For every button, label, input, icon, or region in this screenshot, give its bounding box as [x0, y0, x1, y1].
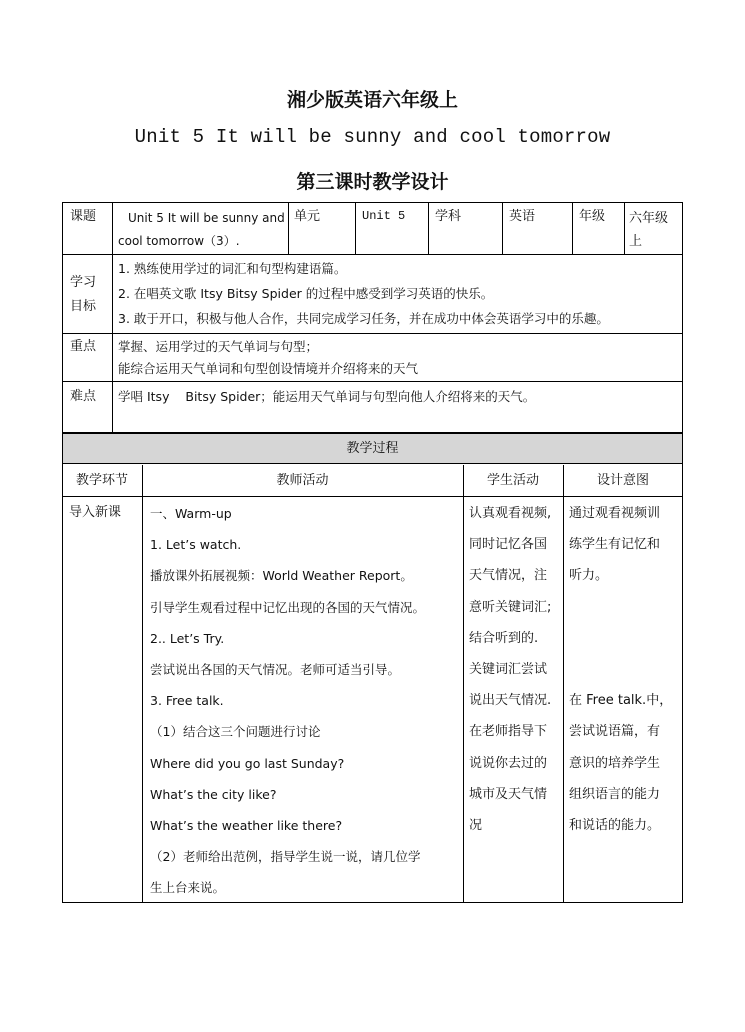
student-line: 况	[469, 818, 483, 834]
teacher-line: What’s the weather like there?	[150, 818, 343, 834]
objectives-list	[118, 256, 609, 331]
student-line: 意听关键词汇;	[469, 599, 552, 615]
intent-line: 练学生有记忆和	[569, 537, 661, 553]
column-divider	[563, 465, 564, 903]
teacher-line: 一、Warm-up	[150, 506, 232, 521]
process-section-header	[63, 434, 682, 464]
objective-item: 2. 在唱英文歌 Itsy Bitsy Spider 的过程中感受到学习英语的快乐。	[118, 286, 494, 301]
student-line: 天气情况，注	[469, 568, 548, 584]
column-divider	[142, 465, 143, 903]
student-line: 说说你去过的	[469, 755, 548, 771]
intent-line: 和说话的能力。	[569, 818, 661, 834]
difficulties-label: 难点	[70, 389, 97, 404]
teacher-line: （2）老师给出范例，指导学生说一说，请几位学	[150, 849, 421, 865]
objective-item: 1. 熟练使用学过的词汇和句型构建语篇。	[118, 261, 347, 276]
intent-line: 在 Free talk.中，	[569, 693, 673, 709]
student-line: 同时记忆各国	[469, 537, 548, 553]
col-header-student: 学生活动	[486, 473, 539, 488]
grade-label: 年级	[579, 209, 606, 224]
row-divider	[62, 333, 683, 334]
column-divider	[502, 202, 503, 254]
topic-label: 课题	[70, 209, 97, 224]
student-line: 城市及天气情	[469, 786, 548, 802]
column-divider	[112, 202, 113, 433]
row-divider	[62, 381, 683, 382]
objectives-label: 学习 目标	[70, 275, 97, 314]
topic-value	[118, 207, 286, 253]
teacher-line: 生上台来说。	[150, 880, 226, 896]
intent-line: 尝试说语篇，有	[569, 724, 661, 740]
column-divider	[572, 202, 573, 254]
column-divider	[428, 202, 429, 254]
teacher-line: Where did you go last Sunday?	[150, 755, 345, 771]
row-divider	[62, 254, 683, 255]
key-points-list	[118, 336, 418, 380]
student-line: 在老师指导下	[469, 724, 548, 740]
column-divider	[288, 202, 289, 254]
subject-label: 学科	[435, 209, 462, 224]
teacher-line: 1. Let’s watch.	[150, 537, 242, 553]
unit-label: 单元	[294, 209, 321, 224]
intent-line	[569, 623, 672, 654]
column-divider	[624, 202, 625, 254]
key-point-item: 能综合运用天气单词和句型创设情境并介绍将来的天气	[118, 361, 419, 376]
teacher-line: （1）结合这三个问题进行讨论	[150, 724, 321, 740]
intent-line	[569, 654, 672, 685]
grade-line-2: 上	[629, 234, 643, 249]
student-line: 结合听到的.	[469, 630, 539, 646]
grade-value	[629, 207, 668, 253]
column-divider	[463, 465, 464, 903]
unit-value: Unit 5	[362, 209, 406, 223]
col-header-intent: 设计意图	[596, 473, 649, 488]
document-title: 湘少版英语六年级上	[286, 89, 458, 111]
objective-item: 3. 敢于开口，积极与他人合作，共同完成学习任务，并在成功中体会英语学习中的乐趣。	[118, 311, 609, 326]
teacher-line: 3. Free talk.	[150, 693, 224, 709]
design-intent	[569, 498, 672, 841]
intent-line: 听力。	[569, 568, 609, 584]
intent-line	[569, 592, 672, 623]
col-header-teacher: 教师活动	[276, 473, 329, 488]
lesson-subtitle: 第三课时教学设计	[296, 171, 449, 193]
unit-title: Unit 5 It will be sunny and cool tomorrow	[134, 126, 611, 148]
student-line: 关键词汇尝试	[469, 662, 548, 678]
teacher-line: 2.. Let’s Try.	[150, 630, 225, 646]
student-line: 说出天气情况.	[469, 693, 552, 709]
process-section-title: 教学过程	[346, 441, 399, 456]
col-header-stage: 教学环节	[75, 473, 128, 488]
grade-line-1: 六年级	[629, 211, 669, 226]
stage-name: 导入新课	[69, 505, 122, 520]
student-activities	[469, 498, 551, 841]
intent-line: 意识的培养学生	[569, 755, 661, 771]
teacher-line: 播放课外拓展视频：World Weather Report。	[150, 568, 413, 584]
teacher-line: 尝试说出各国的天气情况。老师可适当引导。	[150, 662, 401, 678]
teacher-line: What’s the city like?	[150, 786, 277, 802]
difficulties-text: 学唱 Itsy Bitsy Spider；能运用天气单词与句型向他人介绍将来的天气。	[118, 389, 536, 404]
key-point-item: 掌握、运用学过的天气单词与句型；	[118, 339, 319, 354]
topic-line-2: cool tomorrow（3）.	[118, 234, 240, 248]
intent-line: 组织语言的能力	[569, 786, 661, 802]
intent-line: 通过观看视频训	[569, 506, 661, 521]
key-points-label: 重点	[70, 339, 97, 354]
subject-value: 英语	[509, 209, 536, 224]
student-line: 认真观看视频,	[469, 506, 552, 521]
topic-line-1: Unit 5 It will be sunny and	[128, 211, 285, 225]
teacher-line: 引导学生观看过程中记忆出现的各国的天气情况。	[150, 599, 426, 615]
column-divider	[355, 202, 356, 254]
teacher-activities	[150, 498, 425, 904]
header-divider	[62, 496, 683, 497]
